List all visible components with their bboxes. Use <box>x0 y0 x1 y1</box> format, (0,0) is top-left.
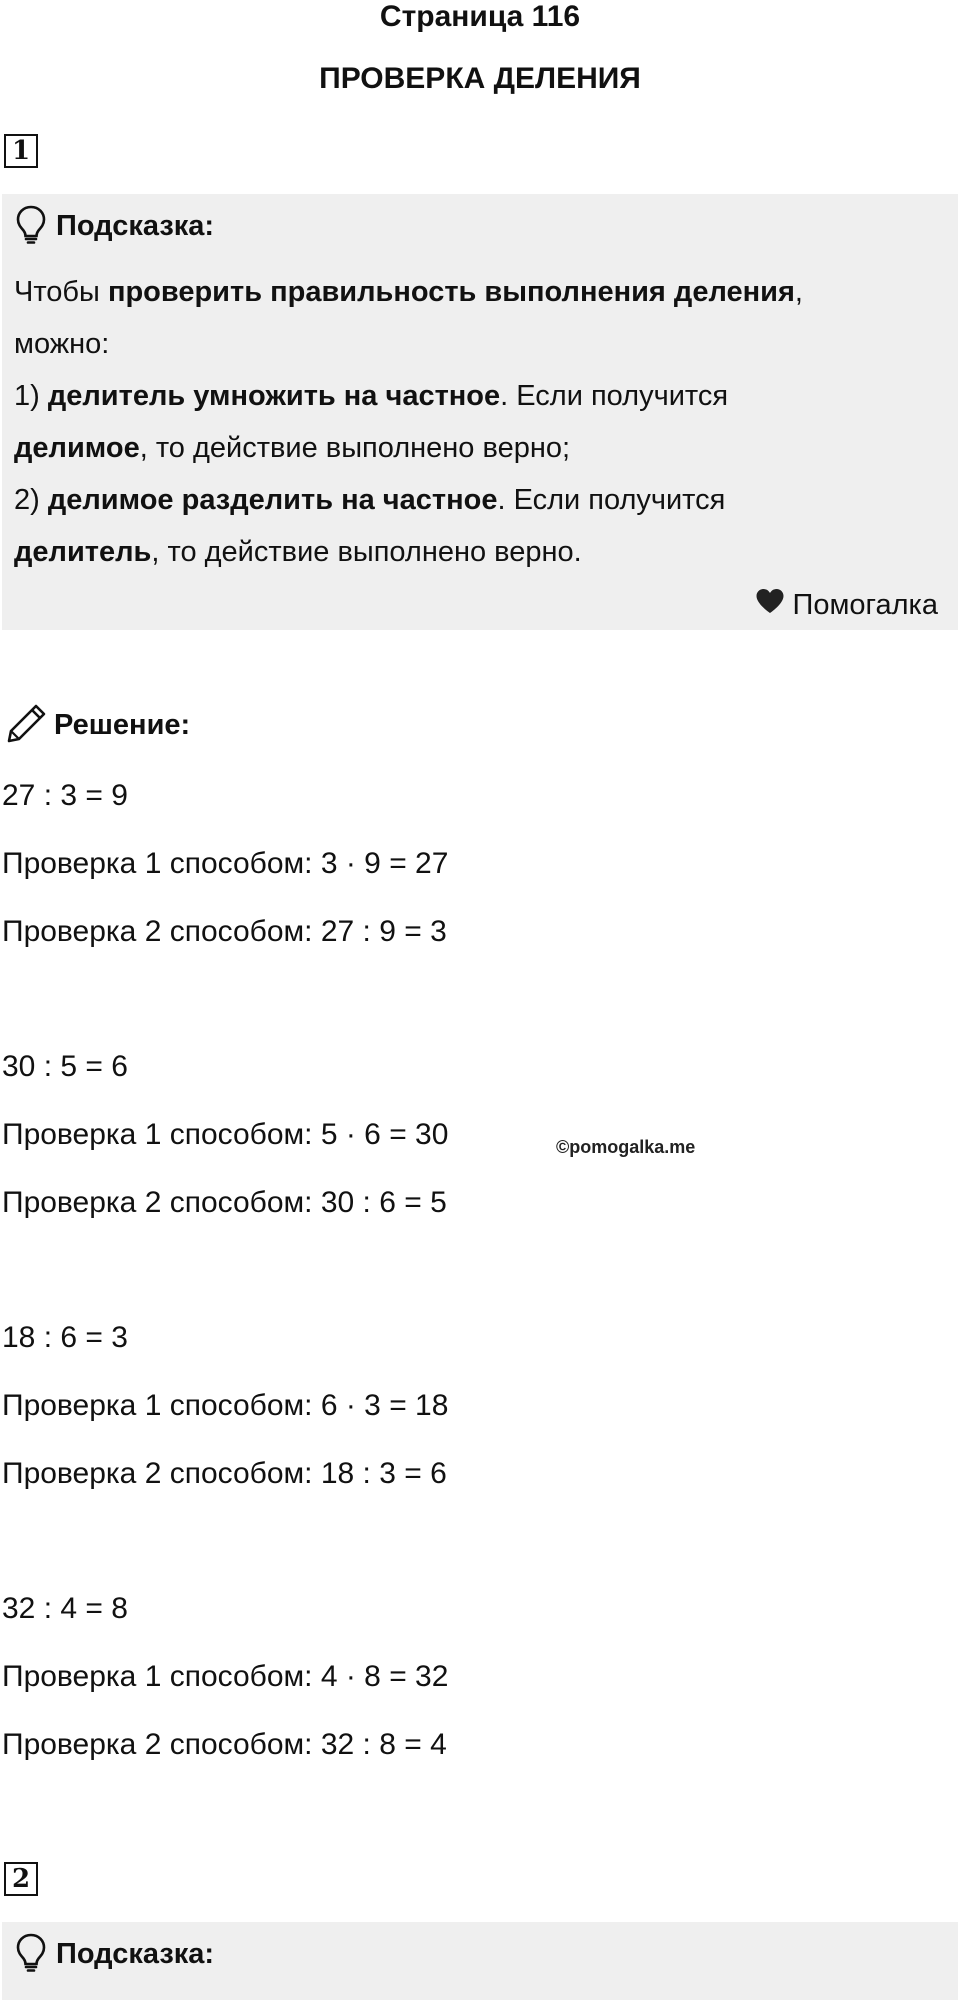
hint-bold-run: делимое <box>14 432 140 464</box>
page-title: ПРОВЕРКА ДЕЛЕНИЯ <box>319 62 641 95</box>
check-line-2: Проверка 2 способом: 30 : 6 = 5 <box>2 1186 447 1219</box>
solution-group <box>2 770 902 974</box>
page-number: Страница 116 <box>379 0 581 33</box>
check-line-2: Проверка 2 способом: 18 : 3 = 6 <box>2 1457 447 1490</box>
solution-group <box>2 1312 902 1516</box>
hint-line <box>14 318 944 370</box>
solution-header <box>6 702 190 749</box>
pencil-icon <box>6 702 48 749</box>
credit <box>755 588 938 622</box>
check-line-1: Проверка 1 способом: 5 · 6 = 30 <box>2 1118 449 1151</box>
equation-line: 18 : 6 = 3 <box>2 1321 128 1354</box>
check-line-2: Проверка 2 способом: 27 : 9 = 3 <box>2 915 447 948</box>
hint-header <box>14 204 214 249</box>
hint-header <box>14 1932 214 1977</box>
solution-group <box>2 1583 902 1787</box>
hint-text-run: , <box>794 276 803 308</box>
hint-bold-run: делитель <box>14 536 152 568</box>
hint-bold-run: делимое разделить на частное <box>47 484 498 516</box>
group-spacer <box>2 1245 902 1312</box>
hint-text-run: , то действие выполнено верно; <box>139 432 571 464</box>
hint-line <box>14 266 944 318</box>
check-line-2: Проверка 2 способом: 32 : 8 = 4 <box>2 1728 447 1761</box>
hint-text-run: 1) <box>14 380 48 412</box>
check-line-1: Проверка 1 способом: 6 · 3 = 18 <box>2 1389 449 1422</box>
hint-text <box>14 266 944 578</box>
hint-line <box>14 370 944 422</box>
equation-line: 32 : 4 = 8 <box>2 1592 128 1625</box>
hint-text-run: . Если получится <box>500 380 729 412</box>
hint-line <box>14 422 944 474</box>
hint-box-2 <box>2 1922 958 2000</box>
task-number-1: 1 <box>4 134 38 168</box>
hint-text-run: можно: <box>14 328 110 360</box>
hint-bold-run: проверить правильность выполнения деления <box>107 276 795 308</box>
task-number-2: 2 <box>4 1862 38 1896</box>
hint-line <box>14 526 944 578</box>
hint-box <box>2 194 958 630</box>
lightbulb-icon <box>14 204 48 249</box>
hint-text-run: 2) <box>14 484 48 516</box>
group-spacer <box>2 1516 902 1583</box>
group-spacer <box>2 974 902 1041</box>
hint-bold-run: делитель умножить на частное <box>47 380 501 412</box>
check-line-1: Проверка 1 способом: 4 · 8 = 32 <box>2 1660 449 1693</box>
check-line-1: Проверка 1 способом: 3 · 9 = 27 <box>2 847 449 880</box>
solution-group <box>2 1041 902 1245</box>
watermark: ©pomogalka.me <box>556 1137 696 1157</box>
hint-text-run: Чтобы <box>14 276 108 308</box>
hint-text-run: , то действие выполнено верно. <box>151 536 582 568</box>
solution-lines <box>2 770 902 1787</box>
solution-label: Решение: <box>54 709 191 741</box>
hint-text-run: . Если получится <box>497 484 726 516</box>
heart-icon <box>755 588 785 622</box>
hint-line <box>14 474 944 526</box>
credit-label: Помогалка <box>792 588 938 621</box>
lightbulb-icon <box>14 1932 48 1977</box>
equation-line: 27 : 3 = 9 <box>2 779 128 812</box>
hint-label: Подсказка: <box>56 210 215 242</box>
hint-label: Подсказка: <box>56 1938 215 1970</box>
equation-line: 30 : 5 = 6 <box>2 1050 128 1083</box>
